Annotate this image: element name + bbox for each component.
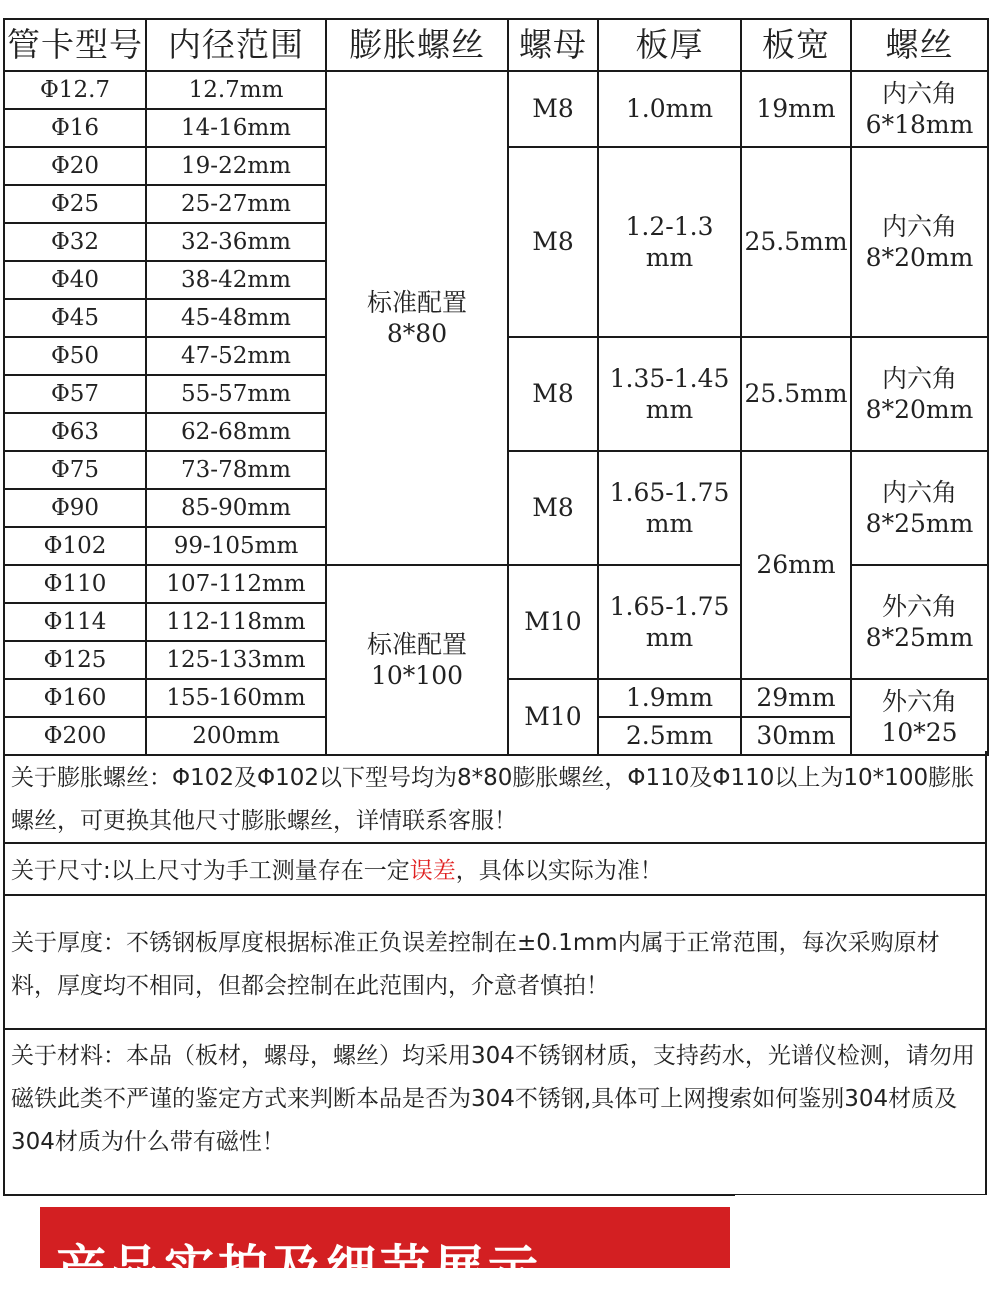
- nut-cell: M8: [508, 451, 598, 565]
- range-cell: 25-27mm: [146, 185, 326, 223]
- range-cell: 55-57mm: [146, 375, 326, 413]
- range-cell: 45-48mm: [146, 299, 326, 337]
- range-cell: 85-90mm: [146, 489, 326, 527]
- range-cell: 112-118mm: [146, 603, 326, 641]
- model-cell: Φ160: [4, 679, 146, 717]
- screw-line: 8*20mm: [865, 395, 974, 424]
- thickness-line: mm: [645, 395, 694, 424]
- thickness-cell: 1.0mm: [598, 71, 741, 147]
- screw-line: 外六角: [881, 686, 957, 716]
- screw-line: 10*25: [881, 718, 958, 747]
- thickness-cell: [598, 337, 741, 451]
- thickness-line: 1.2-1.3: [625, 211, 714, 241]
- note-material: [3, 1030, 987, 1196]
- width-cell: 30mm: [741, 717, 851, 755]
- header-thickness: 板厚: [598, 19, 741, 71]
- screw-cell: [851, 337, 988, 451]
- nut-cell: M8: [508, 71, 598, 147]
- note-size-text: 关于尺寸:以上尺寸为手工测量存在一定: [11, 858, 410, 884]
- range-cell: 99-105mm: [146, 527, 326, 565]
- width-cell: 25.5mm: [741, 147, 851, 337]
- note-thickness: 关于厚度：不锈钢板厚度根据标准正负误差控制在±0.1mm内属于正常范围，每次采购原材料，厚度均不相同，但都会控制在此范围内，介意者慎拍！: [3, 896, 987, 1030]
- nut-cell: M8: [508, 147, 598, 337]
- screw-line: 内六角: [881, 211, 957, 241]
- thickness-line: 1.65-1.75: [609, 477, 730, 507]
- thickness-cell: [598, 451, 741, 565]
- range-cell: 155-160mm: [146, 679, 326, 717]
- model-cell: Φ25: [4, 185, 146, 223]
- range-cell: 200mm: [146, 717, 326, 755]
- screw-cell: [851, 147, 988, 337]
- thickness-cell: 1.9mm: [598, 679, 741, 717]
- screw-line: 6*18mm: [865, 110, 974, 139]
- screw-line: 8*20mm: [865, 243, 974, 272]
- thickness-cell: [598, 565, 741, 679]
- screw-line: 内六角: [881, 363, 957, 393]
- model-cell: Φ63: [4, 413, 146, 451]
- header-model: 管卡型号: [4, 19, 146, 71]
- header-expansion: 膨胀螺丝: [326, 19, 508, 71]
- thickness-cell: [598, 147, 741, 337]
- range-cell: 14-16mm: [146, 109, 326, 147]
- thickness-line: mm: [645, 509, 694, 538]
- thickness-line: 1.65-1.75: [609, 591, 730, 621]
- model-cell: Φ16: [4, 109, 146, 147]
- range-cell: 73-78mm: [146, 451, 326, 489]
- model-cell: Φ102: [4, 527, 146, 565]
- thickness-line: mm: [645, 623, 694, 652]
- screw-line: 内六角: [881, 477, 957, 507]
- blank-corner: [735, 1195, 990, 1268]
- table-header-row: [4, 19, 988, 71]
- expansion-cell: [326, 71, 508, 565]
- screw-line: 8*25mm: [865, 623, 974, 652]
- range-cell: 62-68mm: [146, 413, 326, 451]
- model-cell: Φ50: [4, 337, 146, 375]
- expansion-line: 10*100: [370, 661, 464, 690]
- expansion-line: 标准配置: [366, 287, 467, 317]
- thickness-line: mm: [645, 243, 694, 272]
- range-cell: 107-112mm: [146, 565, 326, 603]
- note-material-text: 关于材料：本品（板材，螺母，螺丝）均采用304不锈钢材质，支持药水，光谱仪检测，请勿用磁铁此类不严谨的鉴定方式来判断本品是否为304不锈钢,具体可上网搜索如何鉴别304材质及304材质为什么带有磁性！: [11, 1043, 975, 1155]
- model-cell: Φ40: [4, 261, 146, 299]
- header-screw: 螺丝: [851, 19, 988, 71]
- header-nut: 螺母: [508, 19, 598, 71]
- screw-cell: [851, 71, 988, 147]
- screw-cell: [851, 679, 988, 755]
- screw-cell: [851, 451, 988, 565]
- model-cell: Φ75: [4, 451, 146, 489]
- expansion-cell: [326, 565, 508, 755]
- nut-cell: M10: [508, 679, 598, 755]
- width-cell: 19mm: [741, 71, 851, 147]
- spec-table: [3, 18, 989, 756]
- model-cell: Φ114: [4, 603, 146, 641]
- nut-cell: M8: [508, 337, 598, 451]
- model-cell: Φ57: [4, 375, 146, 413]
- range-cell: 19-22mm: [146, 147, 326, 185]
- model-cell: Φ110: [4, 565, 146, 603]
- note-expansion: 关于膨胀螺丝：Φ102及Φ102以下型号均为8*80膨胀螺丝，Φ110及Φ110以上为10*100膨胀螺丝，可更换其他尺寸膨胀螺丝，详情联系客服！: [3, 751, 987, 844]
- thickness-cell: 2.5mm: [598, 717, 741, 755]
- expansion-line: 8*80: [386, 319, 448, 348]
- note-size-highlight: 误差: [409, 858, 456, 884]
- width-cell: 25.5mm: [741, 337, 851, 451]
- model-cell: Φ90: [4, 489, 146, 527]
- table-row: [4, 71, 988, 109]
- model-cell: Φ200: [4, 717, 146, 755]
- model-cell: Φ12.7: [4, 71, 146, 109]
- screw-line: 外六角: [881, 591, 957, 621]
- screw-line: 8*25mm: [865, 509, 974, 538]
- width-cell: 29mm: [741, 679, 851, 717]
- model-cell: Φ125: [4, 641, 146, 679]
- note-size-text-end: ，具体以实际为准！: [455, 858, 663, 884]
- model-cell: Φ45: [4, 299, 146, 337]
- range-cell: 125-133mm: [146, 641, 326, 679]
- expansion-line: 标准配置: [366, 629, 467, 659]
- thickness-line: 1.35-1.45: [609, 363, 730, 393]
- note-size: [3, 844, 987, 896]
- nut-cell: M10: [508, 565, 598, 679]
- banner-title: 产品实拍及细节展示: [56, 1240, 542, 1298]
- model-cell: Φ20: [4, 147, 146, 185]
- range-cell: 47-52mm: [146, 337, 326, 375]
- model-cell: Φ32: [4, 223, 146, 261]
- screw-line: 内六角: [881, 78, 957, 108]
- range-cell: 12.7mm: [146, 71, 326, 109]
- header-width: 板宽: [741, 19, 851, 71]
- range-cell: 38-42mm: [146, 261, 326, 299]
- header-range: 内径范围: [146, 19, 326, 71]
- notes-section: [3, 751, 987, 1196]
- range-cell: 32-36mm: [146, 223, 326, 261]
- screw-cell: [851, 565, 988, 679]
- width-cell: 26mm: [741, 451, 851, 679]
- section-banner: [40, 1207, 730, 1298]
